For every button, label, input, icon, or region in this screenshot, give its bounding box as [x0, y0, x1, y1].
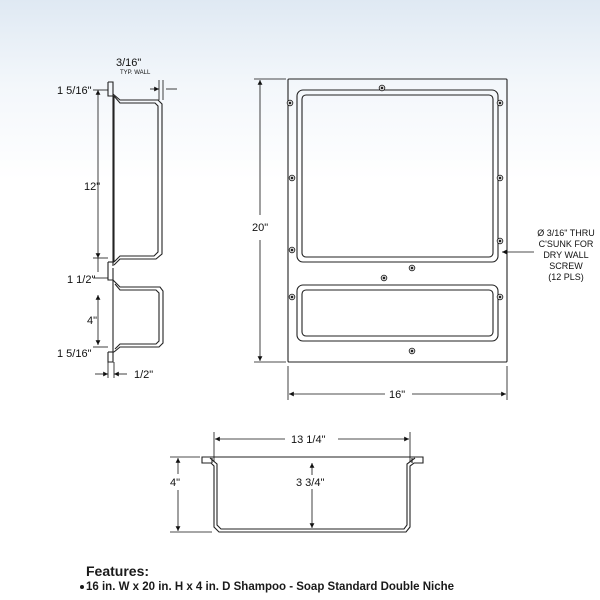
bottom-flange-label: 1 5/16"	[57, 348, 92, 360]
front-view-screws	[287, 85, 503, 354]
feature-item-text: 16 in. W x 20 in. H x 4 in. D Shampoo - Soap Standard Double Niche	[86, 581, 455, 593]
svg-text:(12 PLS): (12 PLS)	[548, 272, 584, 282]
screw-icon	[381, 275, 387, 281]
inner-depth-label: 3 3/4"	[296, 477, 325, 489]
bullet-icon	[80, 585, 84, 589]
section-view	[202, 457, 423, 532]
screw-icon	[497, 238, 503, 244]
depth-label: 4"	[170, 477, 181, 489]
screw-icon	[409, 348, 415, 354]
screw-icon	[289, 294, 295, 300]
upper-height-label: 12"	[84, 181, 101, 193]
gap-label: 1 1/2"	[67, 274, 96, 286]
screw-icon	[287, 100, 293, 106]
screw-icon	[379, 85, 385, 91]
lower-height-label: 4"	[87, 315, 98, 327]
front-view	[288, 79, 507, 362]
screw-icon	[289, 247, 295, 253]
svg-text:SCREW: SCREW	[549, 261, 583, 271]
flange-thickness-label: 1/2"	[134, 369, 154, 381]
screw-icon	[409, 265, 415, 271]
screw-icon	[497, 100, 503, 106]
top-flange-label: 1 5/16"	[57, 85, 92, 97]
wall-thickness-label: 3/16"	[116, 57, 142, 69]
screw-icon	[497, 175, 503, 181]
screw-note	[537, 228, 595, 282]
svg-text:C'SUNK FOR: C'SUNK FOR	[538, 239, 594, 249]
screw-icon	[289, 175, 295, 181]
side-view	[108, 82, 163, 362]
features-title: Features:	[86, 563, 150, 579]
features-section	[80, 563, 590, 593]
total-width-label: 16"	[389, 389, 406, 401]
wall-thickness-sub: TYP. WALL	[120, 70, 151, 76]
svg-text:Ø 3/16" THRU: Ø 3/16" THRU	[537, 228, 595, 238]
svg-text:DRY WALL: DRY WALL	[543, 250, 589, 260]
front-view-dimensions	[254, 79, 534, 400]
screw-icon	[497, 294, 503, 300]
section-view-dimensions	[170, 432, 410, 532]
total-height-label: 20"	[252, 222, 269, 234]
inner-width-label: 13 1/4"	[291, 434, 326, 446]
feature-item	[80, 581, 590, 593]
side-view-dimensions	[93, 80, 177, 378]
